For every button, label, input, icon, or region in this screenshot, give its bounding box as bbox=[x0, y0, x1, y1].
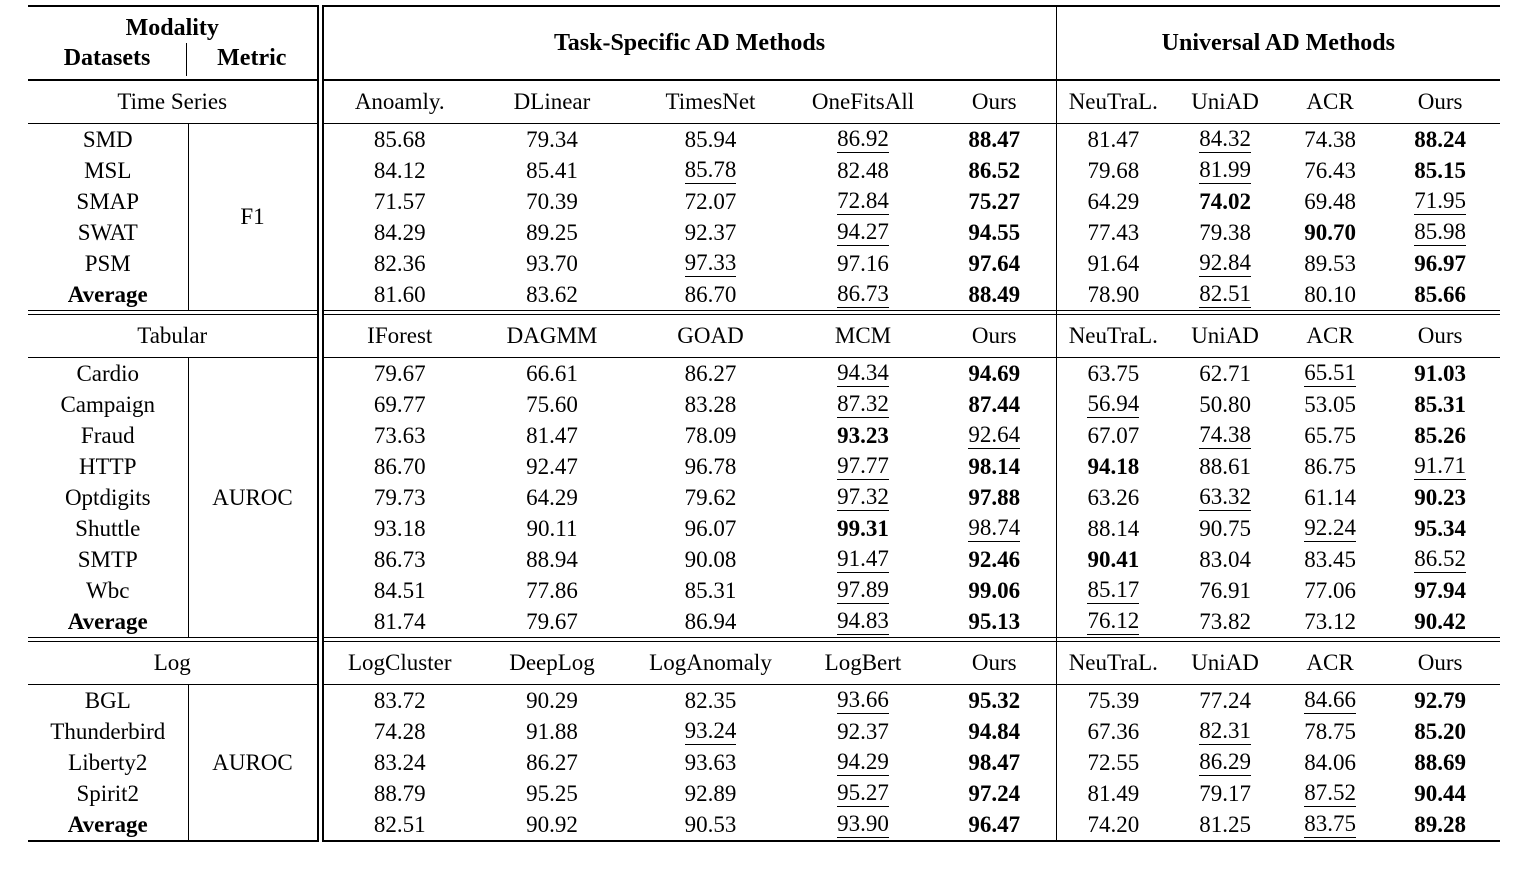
method-column-header: TimesNet bbox=[628, 80, 793, 124]
value-cell: 89.25 bbox=[526, 219, 578, 245]
value-cell: 85.20 bbox=[1414, 718, 1466, 744]
value-cell: 78.75 bbox=[1304, 718, 1356, 744]
underlined-value: 94.27 bbox=[837, 219, 889, 245]
value-cell: 79.67 bbox=[373, 360, 426, 386]
value-cell: 86.52 bbox=[933, 155, 1056, 186]
value-cell: 84.29 bbox=[373, 219, 426, 245]
method-column-header: NeuTraL. bbox=[1056, 80, 1170, 124]
value-cell: 77.86 bbox=[526, 577, 578, 603]
value-cell bbox=[793, 544, 933, 575]
datasets-column-header: Datasets bbox=[28, 43, 187, 76]
dataset-label: Thunderbird bbox=[28, 716, 188, 747]
modality-name: Log bbox=[28, 642, 320, 685]
value-cell: 86.27 bbox=[684, 360, 737, 386]
value-cell: 93.18 bbox=[373, 515, 426, 541]
value-cell: 74.38 bbox=[1304, 126, 1356, 152]
value-cell bbox=[793, 358, 933, 390]
value-cell: 89.53 bbox=[1304, 250, 1356, 276]
method-column-header: Ours bbox=[1380, 315, 1500, 358]
underlined-value: 85.98 bbox=[1414, 219, 1466, 245]
value-cell: 90.53 bbox=[684, 811, 737, 837]
value-cell: 85.31 bbox=[684, 577, 737, 603]
value-cell: 88.49 bbox=[933, 279, 1056, 311]
method-column-header: ACR bbox=[1280, 642, 1380, 685]
method-column-header: Ours bbox=[1380, 642, 1500, 685]
value-cell: 81.49 bbox=[1087, 780, 1140, 806]
value-cell: 74.02 bbox=[1199, 188, 1251, 214]
value-cell: 90.92 bbox=[526, 811, 578, 837]
value-cell: 85.66 bbox=[1414, 281, 1466, 307]
value-cell: 83.28 bbox=[684, 391, 737, 417]
value-cell: 88.69 bbox=[1414, 749, 1466, 775]
universal-group-header: Universal AD Methods bbox=[1056, 6, 1500, 80]
value-cell bbox=[793, 389, 933, 420]
value-cell: 90.23 bbox=[1414, 484, 1466, 510]
value-cell: 92.47 bbox=[526, 453, 578, 479]
value-cell: 92.79 bbox=[1414, 687, 1466, 713]
value-cell bbox=[1380, 544, 1500, 575]
value-cell: 93.63 bbox=[684, 749, 737, 775]
value-cell: 71.57 bbox=[373, 188, 426, 214]
underlined-value: 97.32 bbox=[837, 484, 889, 510]
dataset-label: Cardio bbox=[28, 358, 188, 390]
value-cell bbox=[793, 606, 933, 638]
value-cell: 98.14 bbox=[933, 451, 1056, 482]
value-cell: 70.39 bbox=[526, 188, 578, 214]
value-cell bbox=[1280, 358, 1380, 390]
section-header-row bbox=[28, 315, 1500, 358]
value-cell: 88.94 bbox=[526, 546, 578, 572]
underlined-value: 93.24 bbox=[684, 718, 737, 744]
dataset-label: SMAP bbox=[28, 186, 188, 217]
value-cell: 79.34 bbox=[526, 126, 578, 152]
underlined-value: 74.38 bbox=[1199, 422, 1251, 448]
value-cell bbox=[1170, 279, 1280, 311]
value-cell: 64.29 bbox=[526, 484, 578, 510]
table-row bbox=[28, 685, 1500, 717]
underlined-value: 98.74 bbox=[968, 515, 1021, 541]
value-cell bbox=[628, 716, 793, 747]
value-cell: 90.70 bbox=[1304, 219, 1356, 245]
value-cell: 85.41 bbox=[526, 157, 578, 183]
underlined-value: 85.78 bbox=[684, 157, 737, 183]
value-cell bbox=[1170, 155, 1280, 186]
underlined-value: 71.95 bbox=[1414, 188, 1466, 214]
value-cell: 86.94 bbox=[684, 608, 737, 634]
value-cell: 93.23 bbox=[837, 422, 889, 448]
value-cell: 84.51 bbox=[373, 577, 426, 603]
value-cell: 86.27 bbox=[526, 749, 578, 775]
value-cell: 64.29 bbox=[1087, 188, 1140, 214]
method-column-header: OneFitsAll bbox=[793, 80, 933, 124]
value-cell: 90.29 bbox=[526, 687, 578, 713]
value-cell: 94.18 bbox=[1087, 453, 1140, 479]
value-cell: 67.36 bbox=[1087, 718, 1140, 744]
metric-label: AUROC bbox=[188, 685, 320, 842]
value-cell: 77.06 bbox=[1304, 577, 1356, 603]
section-header-row bbox=[28, 80, 1500, 124]
value-cell: 79.73 bbox=[373, 484, 426, 510]
value-cell: 81.47 bbox=[526, 422, 578, 448]
underlined-value: 63.32 bbox=[1199, 484, 1251, 510]
method-column-header: UniAD bbox=[1170, 642, 1280, 685]
modality-name: Time Series bbox=[28, 80, 320, 124]
value-cell bbox=[1380, 186, 1500, 217]
value-cell: 92.37 bbox=[684, 219, 737, 245]
method-column-header: MCM bbox=[793, 315, 933, 358]
value-cell: 85.94 bbox=[684, 126, 737, 152]
underlined-value: 93.90 bbox=[837, 811, 889, 837]
underlined-value: 97.33 bbox=[684, 250, 737, 276]
value-cell bbox=[1280, 513, 1380, 544]
method-column-header: NeuTraL. bbox=[1056, 642, 1170, 685]
value-cell: 97.64 bbox=[933, 248, 1056, 279]
value-cell: 86.75 bbox=[1304, 453, 1356, 479]
method-column-header: Anoamly. bbox=[320, 80, 476, 124]
underlined-value: 85.17 bbox=[1087, 577, 1140, 603]
underlined-value: 95.27 bbox=[837, 780, 889, 806]
value-cell: 91.64 bbox=[1087, 250, 1140, 276]
value-cell bbox=[1170, 747, 1280, 778]
underlined-value: 84.66 bbox=[1304, 687, 1356, 713]
value-cell: 88.79 bbox=[373, 780, 426, 806]
value-cell: 96.97 bbox=[1414, 250, 1466, 276]
value-cell: 83.72 bbox=[373, 687, 426, 713]
value-cell bbox=[793, 747, 933, 778]
value-cell: 72.07 bbox=[684, 188, 737, 214]
metric-label: F1 bbox=[188, 124, 320, 311]
value-cell: 91.03 bbox=[1414, 360, 1466, 386]
dataset-label: PSM bbox=[28, 248, 188, 279]
underlined-value: 94.34 bbox=[837, 360, 889, 386]
value-cell: 98.47 bbox=[933, 747, 1056, 778]
section-header-row bbox=[28, 642, 1500, 685]
value-cell: 74.28 bbox=[373, 718, 426, 744]
modality-metric-header-cell bbox=[28, 6, 320, 80]
value-cell: 77.24 bbox=[1199, 687, 1251, 713]
value-cell bbox=[793, 124, 933, 156]
dataset-label: Liberty2 bbox=[28, 747, 188, 778]
value-cell: 95.13 bbox=[933, 606, 1056, 638]
value-cell: 95.32 bbox=[933, 685, 1056, 717]
value-cell: 85.68 bbox=[373, 126, 426, 152]
value-cell bbox=[793, 575, 933, 606]
underlined-value: 86.52 bbox=[1414, 546, 1466, 572]
value-cell bbox=[793, 451, 933, 482]
method-column-header: LogCluster bbox=[320, 642, 476, 685]
value-cell: 90.42 bbox=[1414, 608, 1466, 634]
method-column-header: DLinear bbox=[476, 80, 628, 124]
method-column-header: UniAD bbox=[1170, 80, 1280, 124]
method-column-header: LogBert bbox=[793, 642, 933, 685]
value-cell bbox=[1170, 716, 1280, 747]
value-cell: 85.15 bbox=[1414, 157, 1466, 183]
value-cell bbox=[1280, 685, 1380, 717]
value-cell bbox=[628, 155, 793, 186]
value-cell bbox=[1056, 575, 1170, 606]
value-cell bbox=[793, 809, 933, 841]
value-cell: 62.71 bbox=[1199, 360, 1251, 386]
value-cell bbox=[793, 778, 933, 809]
value-cell: 63.26 bbox=[1087, 484, 1140, 510]
value-cell: 85.31 bbox=[1414, 391, 1466, 417]
value-cell: 83.04 bbox=[1199, 546, 1251, 572]
underlined-value: 97.77 bbox=[837, 453, 889, 479]
underlined-value: 93.66 bbox=[837, 687, 889, 713]
value-cell: 92.37 bbox=[837, 718, 889, 744]
value-cell: 73.82 bbox=[1199, 608, 1251, 634]
value-cell bbox=[793, 186, 933, 217]
value-cell bbox=[1280, 778, 1380, 809]
method-column-header: Ours bbox=[933, 80, 1056, 124]
value-cell bbox=[793, 685, 933, 717]
method-column-header: IForest bbox=[320, 315, 476, 358]
value-cell: 79.62 bbox=[684, 484, 737, 510]
underlined-value: 92.84 bbox=[1199, 250, 1251, 276]
value-cell: 96.78 bbox=[684, 453, 737, 479]
method-column-header: Ours bbox=[1380, 80, 1500, 124]
dataset-label: HTTP bbox=[28, 451, 188, 482]
value-cell: 88.61 bbox=[1199, 453, 1251, 479]
value-cell: 63.75 bbox=[1087, 360, 1140, 386]
value-cell: 87.44 bbox=[933, 389, 1056, 420]
underlined-value: 92.64 bbox=[968, 422, 1021, 448]
value-cell bbox=[793, 279, 933, 311]
modality-column-header: Modality bbox=[125, 15, 219, 41]
value-cell: 94.84 bbox=[933, 716, 1056, 747]
value-cell: 76.91 bbox=[1199, 577, 1251, 603]
dataset-label: Optdigits bbox=[28, 482, 188, 513]
value-cell: 99.06 bbox=[933, 575, 1056, 606]
underlined-value: 86.73 bbox=[837, 281, 889, 307]
value-cell: 82.48 bbox=[837, 157, 889, 183]
underlined-value: 87.32 bbox=[837, 391, 889, 417]
metric-label: AUROC bbox=[188, 358, 320, 638]
value-cell: 69.48 bbox=[1304, 188, 1356, 214]
value-cell: 73.12 bbox=[1304, 608, 1356, 634]
value-cell: 95.34 bbox=[1414, 515, 1466, 541]
method-column-header: ACR bbox=[1280, 315, 1380, 358]
value-cell: 81.74 bbox=[373, 608, 426, 634]
method-column-header: Ours bbox=[933, 315, 1056, 358]
dataset-label: Average bbox=[28, 279, 188, 311]
method-column-header: UniAD bbox=[1170, 315, 1280, 358]
dataset-label: SWAT bbox=[28, 217, 188, 248]
value-cell bbox=[1380, 451, 1500, 482]
value-cell bbox=[1280, 809, 1380, 841]
value-cell: 90.11 bbox=[526, 515, 578, 541]
value-cell: 96.47 bbox=[933, 809, 1056, 841]
value-cell bbox=[628, 248, 793, 279]
value-cell bbox=[1056, 389, 1170, 420]
value-cell: 75.60 bbox=[526, 391, 578, 417]
value-cell: 50.80 bbox=[1199, 391, 1251, 417]
value-cell: 86.73 bbox=[373, 546, 426, 572]
underlined-value: 82.31 bbox=[1199, 718, 1251, 744]
value-cell: 79.68 bbox=[1087, 157, 1140, 183]
underlined-value: 97.89 bbox=[837, 577, 889, 603]
value-cell: 99.31 bbox=[837, 515, 889, 541]
value-cell: 97.24 bbox=[933, 778, 1056, 809]
value-cell: 83.45 bbox=[1304, 546, 1356, 572]
modality-name: Tabular bbox=[28, 315, 320, 358]
value-cell: 67.07 bbox=[1087, 422, 1140, 448]
value-cell: 79.38 bbox=[1199, 219, 1251, 245]
underlined-value: 84.32 bbox=[1199, 126, 1251, 152]
table-row bbox=[28, 124, 1500, 156]
underlined-value: 65.51 bbox=[1304, 360, 1356, 386]
method-column-header: LogAnomaly bbox=[628, 642, 793, 685]
value-cell: 81.47 bbox=[1087, 126, 1140, 152]
value-cell: 72.55 bbox=[1087, 749, 1140, 775]
dataset-label: Average bbox=[28, 809, 188, 841]
value-cell: 88.24 bbox=[1414, 126, 1466, 152]
underlined-value: 91.71 bbox=[1414, 453, 1466, 479]
underlined-value: 81.99 bbox=[1199, 157, 1251, 183]
value-cell: 92.46 bbox=[933, 544, 1056, 575]
dataset-label: Average bbox=[28, 606, 188, 638]
value-cell: 91.88 bbox=[526, 718, 578, 744]
value-cell: 96.07 bbox=[684, 515, 737, 541]
method-column-header: GOAD bbox=[628, 315, 793, 358]
value-cell: 65.75 bbox=[1304, 422, 1356, 448]
value-cell bbox=[793, 217, 933, 248]
underlined-value: 94.29 bbox=[837, 749, 889, 775]
value-cell bbox=[1170, 420, 1280, 451]
value-cell: 88.47 bbox=[933, 124, 1056, 156]
value-cell: 53.05 bbox=[1304, 391, 1356, 417]
value-cell: 90.75 bbox=[1199, 515, 1251, 541]
value-cell: 74.20 bbox=[1087, 811, 1140, 837]
value-cell bbox=[1170, 248, 1280, 279]
dataset-label: Wbc bbox=[28, 575, 188, 606]
task-specific-group-header: Task-Specific AD Methods bbox=[320, 6, 1056, 80]
value-cell: 81.60 bbox=[373, 281, 426, 307]
dataset-label: SMD bbox=[28, 124, 188, 156]
value-cell: 84.06 bbox=[1304, 749, 1356, 775]
value-cell: 86.70 bbox=[684, 281, 737, 307]
method-column-header: Ours bbox=[933, 642, 1056, 685]
value-cell: 73.63 bbox=[373, 422, 426, 448]
underlined-value: 82.51 bbox=[1199, 281, 1251, 307]
value-cell: 94.55 bbox=[933, 217, 1056, 248]
underlined-value: 91.47 bbox=[837, 546, 889, 572]
value-cell: 84.12 bbox=[373, 157, 426, 183]
value-cell: 69.77 bbox=[373, 391, 426, 417]
value-cell bbox=[933, 420, 1056, 451]
method-column-header: DeepLog bbox=[476, 642, 628, 685]
value-cell bbox=[1380, 217, 1500, 248]
value-cell: 66.61 bbox=[526, 360, 578, 386]
value-cell: 85.26 bbox=[1414, 422, 1466, 448]
value-cell: 97.94 bbox=[1414, 577, 1466, 603]
value-cell: 82.36 bbox=[373, 250, 426, 276]
value-cell: 79.17 bbox=[1199, 780, 1251, 806]
dataset-label: Campaign bbox=[28, 389, 188, 420]
value-cell: 81.25 bbox=[1199, 811, 1251, 837]
value-cell: 61.14 bbox=[1304, 484, 1356, 510]
value-cell: 79.67 bbox=[526, 608, 578, 634]
value-cell: 78.09 bbox=[684, 422, 737, 448]
table-header-row bbox=[28, 6, 1500, 80]
value-cell bbox=[1170, 482, 1280, 513]
dataset-label: Spirit2 bbox=[28, 778, 188, 809]
underlined-value: 72.84 bbox=[837, 188, 889, 214]
value-cell bbox=[793, 482, 933, 513]
ad-results-table bbox=[28, 5, 1500, 842]
underlined-value: 56.94 bbox=[1087, 391, 1140, 417]
value-cell: 83.24 bbox=[373, 749, 426, 775]
dataset-label: Shuttle bbox=[28, 513, 188, 544]
value-cell: 97.16 bbox=[837, 250, 889, 276]
dataset-label: Fraud bbox=[28, 420, 188, 451]
value-cell: 77.43 bbox=[1087, 219, 1140, 245]
method-column-header: NeuTraL. bbox=[1056, 315, 1170, 358]
dataset-label: SMTP bbox=[28, 544, 188, 575]
value-cell: 90.41 bbox=[1087, 546, 1140, 572]
value-cell: 88.14 bbox=[1087, 515, 1140, 541]
value-cell: 80.10 bbox=[1304, 281, 1356, 307]
dataset-label: MSL bbox=[28, 155, 188, 186]
underlined-value: 92.24 bbox=[1304, 515, 1356, 541]
value-cell: 83.62 bbox=[526, 281, 578, 307]
underlined-value: 86.92 bbox=[837, 126, 889, 152]
value-cell: 92.89 bbox=[684, 780, 737, 806]
metric-column-header: Metric bbox=[217, 45, 287, 71]
method-column-header: DAGMM bbox=[476, 315, 628, 358]
value-cell: 90.44 bbox=[1414, 780, 1466, 806]
value-cell bbox=[1056, 606, 1170, 638]
value-cell: 75.39 bbox=[1087, 687, 1140, 713]
value-cell: 78.90 bbox=[1087, 281, 1140, 307]
underlined-value: 76.12 bbox=[1087, 608, 1140, 634]
value-cell: 95.25 bbox=[526, 780, 578, 806]
value-cell: 97.88 bbox=[933, 482, 1056, 513]
dataset-label: BGL bbox=[28, 685, 188, 717]
value-cell: 75.27 bbox=[933, 186, 1056, 217]
underlined-value: 86.29 bbox=[1199, 749, 1251, 775]
value-cell: 89.28 bbox=[1414, 811, 1466, 837]
underlined-value: 94.83 bbox=[837, 608, 889, 634]
underlined-value: 87.52 bbox=[1304, 780, 1356, 806]
table-row bbox=[28, 358, 1500, 390]
value-cell: 93.70 bbox=[526, 250, 578, 276]
value-cell: 86.70 bbox=[373, 453, 426, 479]
value-cell: 90.08 bbox=[684, 546, 737, 572]
value-cell: 76.43 bbox=[1304, 157, 1356, 183]
datasets-metric-subheader bbox=[28, 43, 317, 76]
value-cell bbox=[1170, 124, 1280, 156]
value-cell: 82.35 bbox=[684, 687, 737, 713]
value-cell: 94.69 bbox=[933, 358, 1056, 390]
method-column-header: ACR bbox=[1280, 80, 1380, 124]
value-cell bbox=[933, 513, 1056, 544]
value-cell: 82.51 bbox=[373, 811, 426, 837]
underlined-value: 83.75 bbox=[1304, 811, 1356, 837]
